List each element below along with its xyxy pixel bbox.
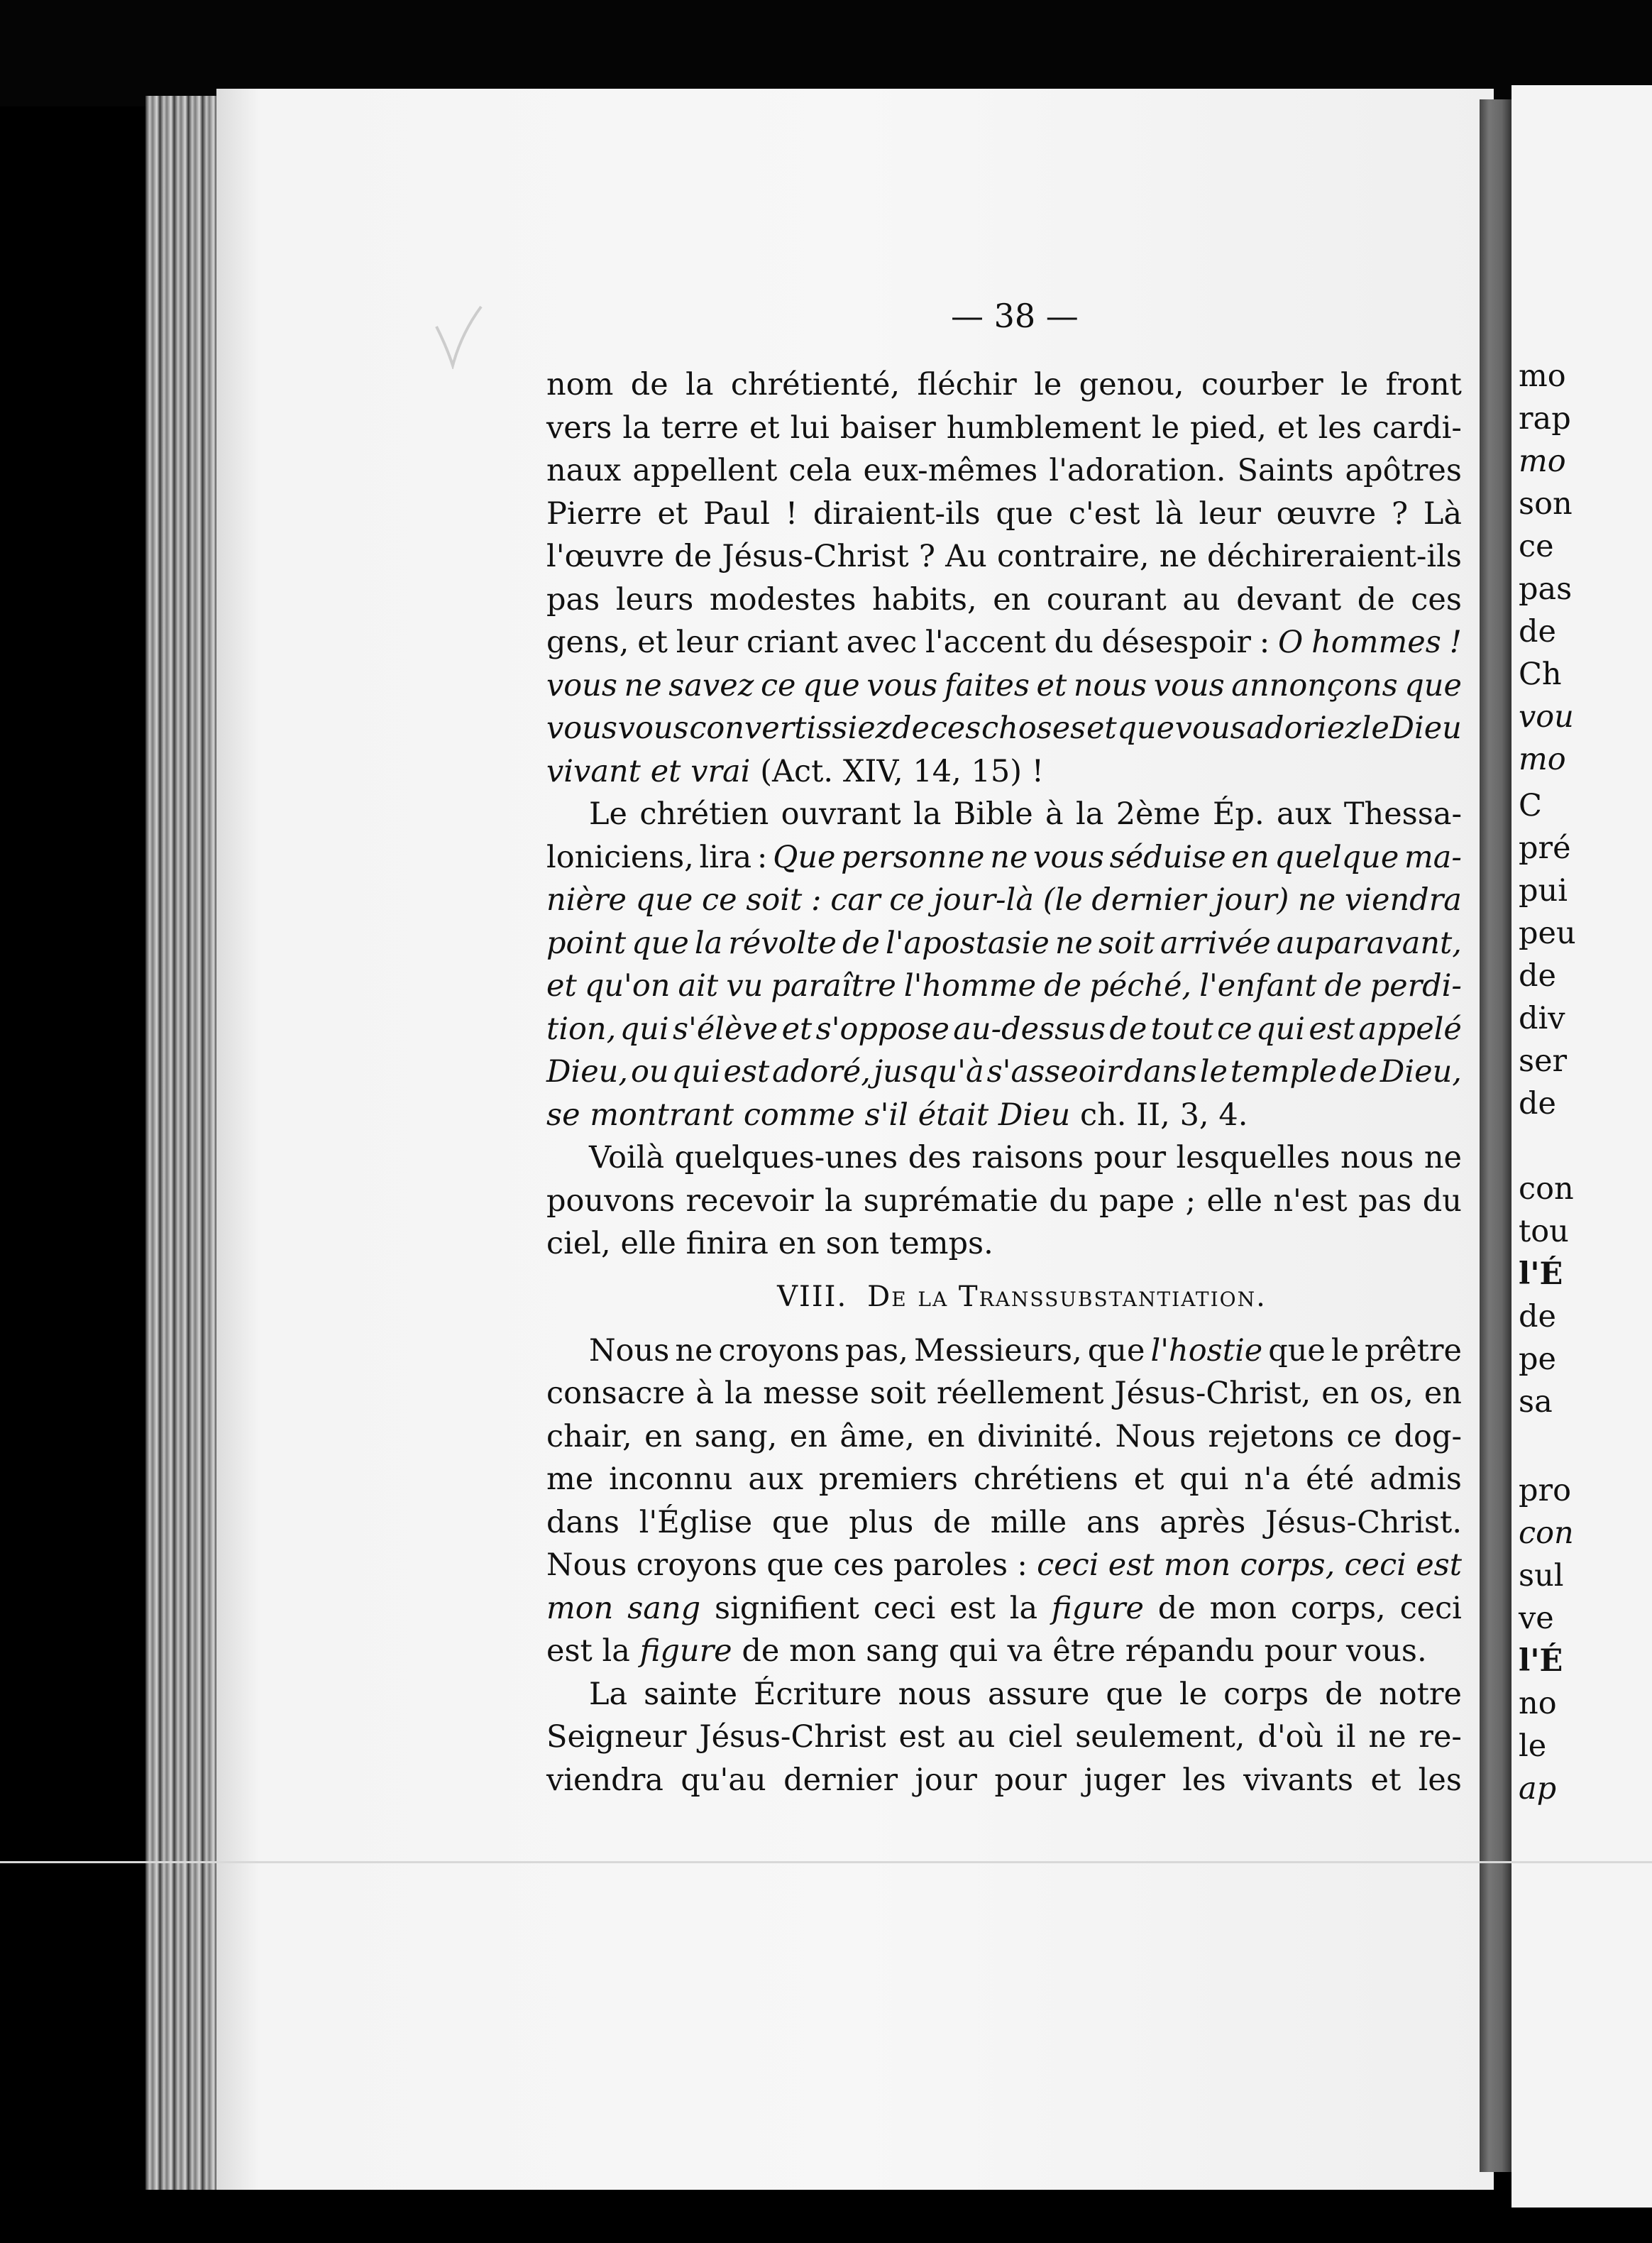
- right-page-fragment: pré: [1519, 830, 1571, 866]
- text-line: se montrant comme s'il était Dieu ch. II, 3, 4.: [546, 1097, 1248, 1133]
- text-line: Le chrétien ouvrant la Bible à la 2ème Ép. aux Thessa-: [589, 796, 1462, 832]
- text-line: pas leurs modestes habits, en courant au devant de ces: [546, 581, 1462, 618]
- right-page-fragment: de: [1519, 958, 1556, 994]
- text-line: vivant et vrai (Act. XIV, 14, 15) !: [546, 753, 1045, 789]
- right-page-fragment: div: [1519, 1001, 1565, 1036]
- right-page-fragment: de: [1519, 1299, 1556, 1334]
- text-line: naux appellent cela eux-mêmes l'adoration. Saints apôtres: [546, 453, 1462, 488]
- right-page-fragment: ap: [1519, 1771, 1557, 1806]
- scan-artifact-line: [0, 1861, 1652, 1863]
- text-line: consacre à la messe soit réellement Jésus-Christ, en os, en: [546, 1376, 1462, 1411]
- checkmark-icon: [433, 305, 483, 369]
- text-line: La sainte Écriture nous assure que le corps de notre: [589, 1676, 1462, 1712]
- right-page-fragment: Ch: [1519, 657, 1562, 692]
- text-line: Voilà quelques-unes des raisons pour lesquelles nous ne: [589, 1140, 1462, 1175]
- right-page-fragment: son: [1519, 486, 1573, 522]
- text-line: pouvons recevoir la suprématie du pape ; elle n'est pas du: [546, 1183, 1462, 1219]
- text-line: gens, et leur criant avec l'accent du désespoir : O hommes !: [546, 625, 1462, 660]
- text-line: l'œuvre de Jésus-Christ ? Au contraire, ne déchireraient-ils: [546, 539, 1462, 574]
- text-line: tion, qui s'élève et s'oppose au-dessus de tout ce qui est appelé: [546, 1011, 1462, 1047]
- right-page-fragment: ce: [1519, 529, 1554, 564]
- text-line: viendra qu'au dernier jour pour juger les vivants et les: [546, 1762, 1462, 1798]
- text-line: vous vous convertissiez de ces choses et que vous adoriez le Dieu: [546, 711, 1462, 746]
- right-page-fragment: mo: [1519, 444, 1566, 479]
- text-line: Pierre et Paul ! diraient-ils que c'est là leur œuvre ? Là: [546, 495, 1462, 532]
- right-page-fragment: C: [1519, 788, 1542, 823]
- right-page-fragment: pas: [1519, 571, 1573, 607]
- text-line: loniciens, lira : Que personne ne vous séduise en quelque ma-: [546, 839, 1462, 875]
- text-line: Seigneur Jésus-Christ est au ciel seulement, d'où il ne re-: [546, 1719, 1462, 1755]
- right-page-fragment: l'É: [1519, 1256, 1563, 1292]
- text-line: mon sang signifient ceci est la figure de mon corps, ceci: [546, 1590, 1462, 1626]
- right-page-fragment: l'É: [1519, 1643, 1563, 1679]
- right-page-fragment: pe: [1519, 1342, 1556, 1377]
- text-line: point que la révolte de l'apostasie ne soit arrivée auparavant,: [546, 925, 1462, 961]
- text-line: et qu'on ait vu paraître l'homme de péché, l'enfant de perdi-: [546, 968, 1462, 1004]
- right-page-fragment: con: [1519, 1171, 1574, 1207]
- right-page-fragment: mo: [1519, 358, 1566, 394]
- text-line: Dieu, ou qui est adoré, jusqu'à s'asseoir dans le temple de Dieu,: [546, 1054, 1462, 1090]
- section-number: VIII.: [777, 1280, 848, 1314]
- text-line: vers la terre et lui baiser humblement le pied, et les cardi-: [546, 410, 1462, 446]
- right-page-fragment: ser: [1519, 1043, 1568, 1079]
- right-page-fragment: con: [1519, 1515, 1574, 1551]
- text-line: nière que ce soit : car ce jour-là (le dernier jour) ne viendra: [546, 882, 1462, 918]
- text-line: Nous ne croyons pas, Messieurs, que l'hostie que le prêtre: [589, 1332, 1462, 1369]
- right-page-fragment: tou: [1519, 1214, 1569, 1249]
- right-page-fragment: de: [1519, 614, 1556, 649]
- text-line: me inconnu aux premiers chrétiens et qui n'a été admis: [546, 1461, 1462, 1497]
- right-page-fragment: sul: [1519, 1558, 1564, 1594]
- text-line: ciel, elle finira en son temps.: [546, 1226, 993, 1261]
- section-heading: [546, 1266, 1462, 1329]
- text-line: dans l'Église que plus de mille ans après Jésus-Christ.: [546, 1504, 1462, 1540]
- page-number: — 38 —: [951, 297, 1079, 335]
- right-page-fragment: mo: [1519, 742, 1566, 777]
- right-page-fragment: de: [1519, 1086, 1556, 1122]
- text-line: nom de la chrétienté, fléchir le genou, courber le front: [546, 367, 1462, 402]
- text-line: Nous croyons que ces paroles : ceci est mon corps, ceci est: [546, 1547, 1462, 1583]
- text-line: vous ne savez ce que vous faites et nous vous annonçons que: [546, 667, 1462, 703]
- right-page-fragment: rap: [1519, 401, 1571, 437]
- right-page-fragment: ve: [1519, 1601, 1554, 1636]
- right-page-fragment: no: [1519, 1686, 1557, 1721]
- right-page-fragment: sa: [1519, 1384, 1553, 1420]
- text-line: est la figure de mon sang qui va être répandu pour vous.: [546, 1633, 1427, 1669]
- text-line: chair, en sang, en âme, en divinité. Nous rejetons ce dog-: [546, 1418, 1462, 1454]
- right-page-fragment: vou: [1519, 699, 1574, 735]
- right-page-fragment: peu: [1519, 916, 1576, 951]
- right-page-fragment: pui: [1519, 873, 1568, 909]
- right-page-fragment: pro: [1519, 1473, 1571, 1508]
- section-title: De la Transsubstantiation.: [867, 1280, 1267, 1314]
- right-page-fragment: le: [1519, 1728, 1547, 1764]
- body-text: [546, 363, 1462, 1801]
